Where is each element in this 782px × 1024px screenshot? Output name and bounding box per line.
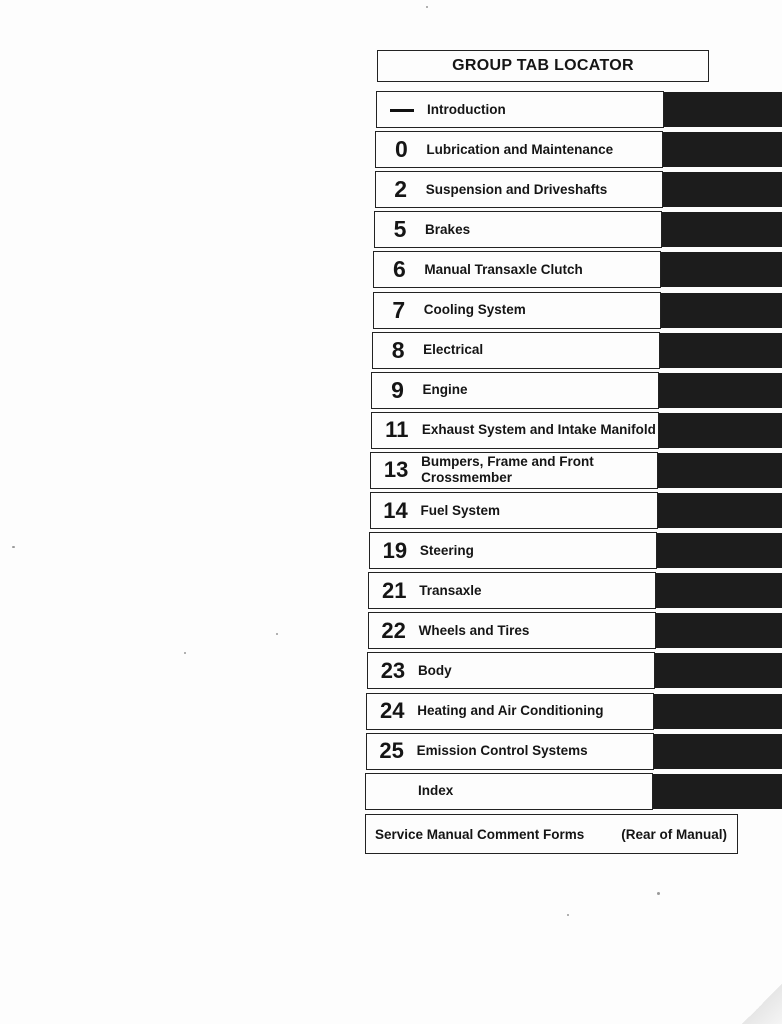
tab-number: 6 — [393, 256, 406, 283]
tab-number: 21 — [381, 577, 407, 603]
tab-box — [373, 251, 661, 288]
scan-speck — [657, 892, 660, 895]
comment-forms-location: (Rear of Manual) — [621, 826, 727, 842]
scan-speck — [276, 633, 278, 635]
tab-label: Manual Transaxle Clutch — [424, 261, 583, 277]
scan-speck — [12, 546, 15, 548]
tab-number: 8 — [391, 336, 405, 363]
black-tab-marker — [654, 573, 782, 608]
tab-label: Steering — [419, 542, 474, 558]
tab-label: Introduction — [427, 101, 506, 117]
page-title: GROUP TAB LOCATOR — [452, 57, 634, 74]
tab-box — [375, 171, 663, 208]
tab-box — [371, 372, 659, 409]
tab-box — [367, 652, 655, 689]
scan-speck — [426, 6, 428, 8]
tab-row — [374, 211, 782, 248]
tab-number: 24 — [380, 698, 405, 723]
tab-label: Brakes — [425, 221, 471, 237]
tab-box — [370, 452, 658, 489]
black-tab-marker — [661, 172, 782, 207]
tab-box — [370, 492, 658, 529]
tab-number: 7 — [392, 296, 406, 323]
tab-row — [371, 372, 782, 409]
tab-box — [376, 91, 664, 128]
tab-number: 5 — [393, 216, 407, 243]
tab-label: Body — [417, 662, 452, 678]
page-curl — [742, 984, 782, 1024]
tab-row — [375, 171, 782, 208]
tab-label: Engine — [422, 382, 468, 398]
black-tab-marker — [661, 132, 782, 167]
tab-box — [365, 773, 653, 810]
tab-row — [375, 131, 782, 168]
comment-forms-box — [365, 814, 738, 854]
tab-box — [368, 572, 656, 609]
tab-label: Wheels and Tires — [418, 622, 530, 638]
tab-row — [371, 412, 782, 449]
scan-speck — [567, 914, 569, 916]
tab-row — [366, 693, 782, 730]
black-tab-marker — [657, 373, 782, 408]
tab-number: 11 — [385, 417, 409, 443]
tab-box — [372, 332, 660, 369]
dash-marker — [390, 109, 414, 112]
black-tab-marker — [657, 413, 782, 448]
tab-row — [370, 492, 782, 529]
tab-label: Heating and Air Conditioning — [417, 703, 604, 718]
black-tab-marker — [656, 493, 782, 528]
black-tab-marker — [660, 212, 782, 247]
tab-label: Emission Control Systems — [416, 743, 588, 759]
tab-label: Index — [418, 783, 454, 799]
tab-box — [366, 693, 654, 730]
tab-row — [365, 773, 782, 810]
tab-number: 14 — [383, 497, 408, 523]
tab-number: 9 — [391, 376, 404, 403]
tab-row — [368, 612, 782, 649]
tab-box — [373, 292, 661, 329]
black-tab-marker — [659, 293, 782, 328]
comment-forms-label: Service Manual Comment Forms — [375, 826, 585, 842]
tab-box — [374, 211, 662, 248]
tab-box — [366, 733, 654, 770]
black-tab-marker — [652, 734, 782, 769]
tab-row — [368, 572, 782, 609]
tab-row — [373, 292, 782, 329]
black-tab-marker — [653, 653, 782, 688]
tab-row — [373, 251, 782, 288]
black-tab-marker — [654, 613, 782, 648]
tab-box — [369, 532, 657, 569]
black-tab-marker — [655, 533, 782, 568]
black-tab-marker — [659, 252, 782, 287]
tab-row — [372, 332, 782, 369]
tab-number: 19 — [382, 537, 408, 563]
black-tab-marker — [662, 92, 782, 127]
scan-speck — [184, 652, 186, 654]
tab-label: Electrical — [423, 342, 484, 358]
tab-box — [368, 612, 656, 649]
tab-number: 25 — [379, 738, 404, 764]
tab-number: 2 — [394, 176, 408, 203]
tab-label: Exhaust System and Intake Manifold — [421, 422, 656, 438]
tab-label: Fuel System — [420, 502, 501, 518]
tab-number: 22 — [381, 617, 406, 643]
tab-number: 0 — [394, 136, 408, 163]
black-tab-marker — [656, 453, 782, 488]
tab-row — [367, 652, 782, 689]
black-tab-marker — [658, 333, 782, 368]
tab-number — [377, 98, 427, 121]
tab-row — [369, 532, 782, 569]
tab-row — [376, 91, 782, 128]
black-tab-marker — [652, 694, 782, 729]
tab-label: Suspension and Driveshafts — [425, 181, 608, 197]
tab-number: 23 — [380, 657, 406, 683]
tab-label: Lubrication and Maintenance — [426, 141, 614, 157]
tab-box — [375, 131, 663, 168]
black-tab-marker — [651, 774, 782, 809]
tab-label: Bumpers, Frame and Front Crossmember — [421, 454, 594, 486]
tab-row — [366, 733, 782, 770]
tab-box — [371, 412, 659, 449]
tab-label: Transaxle — [419, 582, 482, 598]
tab-number: 13 — [383, 457, 409, 483]
tab-row — [370, 452, 782, 489]
tab-label: Cooling System — [423, 302, 526, 317]
